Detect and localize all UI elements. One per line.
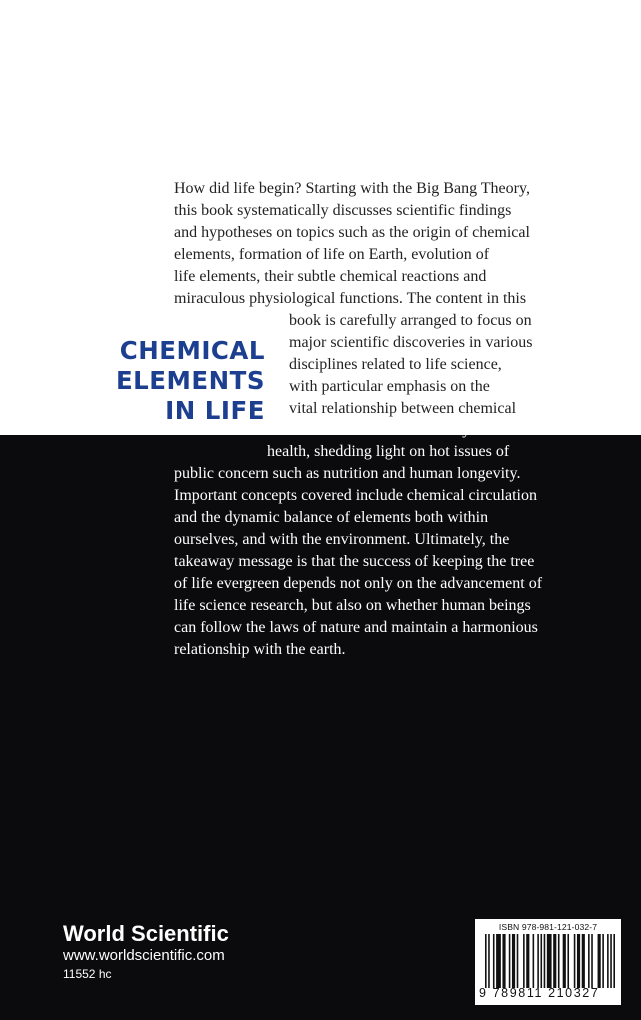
blurb-line: disciplines related to life science, (289, 356, 502, 373)
title-line-2: ELEMENTS (115, 366, 265, 395)
blurb-line: elements, formation of life on Earth, evolution of (174, 246, 490, 263)
blurb-line: and the dynamic balance of elements both within (174, 509, 489, 526)
blurb-line: How did life begin? Starting with the Big Bang Theory, (174, 180, 530, 197)
publisher-name: World Scientific (63, 921, 229, 946)
blurb-line: ourselves, and with the environment. Ultimately, the (174, 531, 510, 548)
blurb-line: life elements, their subtle chemical reactions and (174, 268, 487, 285)
blurb-line: book is carefully arranged to focus on (289, 312, 532, 329)
blurb-line: relationship with the earth. (174, 641, 346, 658)
blurb-line: and hypotheses on topics such as the origin of chemical (174, 224, 530, 241)
blurb-line: life science research, but also on whether human beings (174, 597, 531, 614)
blurb-line: public concern such as nutrition and human longevity. (174, 465, 521, 482)
book-title (116, 336, 265, 426)
title-line-1: CHEMICAL (119, 336, 265, 365)
barcode-icon (485, 934, 615, 988)
publisher-url: www.worldscientific.com (63, 947, 225, 964)
blurb-line: takeaway message is that the success of keeping the tree (174, 553, 535, 570)
blurb-line: vital relationship between chemical (289, 400, 517, 417)
title-line-3: IN LIFE (165, 396, 265, 425)
isbn-barcode (475, 919, 621, 1005)
isbn-text: ISBN 978-981-121-032-7 (498, 922, 598, 932)
blurb-line: health, shedding light on hot issues of (267, 443, 510, 460)
blurb-line: miraculous physiological functions. The content in this (174, 290, 527, 307)
blurb-line: this book systematically discusses scientific findings (174, 202, 512, 219)
blurb-line: major scientific discoveries in various (289, 334, 533, 351)
blurb-line: can follow the laws of nature and maintain a harmonious (174, 619, 538, 636)
barcode-digits: 9 789811 210327 (479, 986, 600, 1000)
blurb-line: Important concepts covered include chemical circulation (174, 487, 537, 504)
publisher-code: 11552 hc (63, 967, 112, 981)
blurb-line: reactions in the human body and (289, 421, 498, 438)
blurb-line: of life evergreen depends not only on the advancement of (174, 575, 543, 592)
blurb-line: with particular emphasis on the (289, 378, 490, 395)
